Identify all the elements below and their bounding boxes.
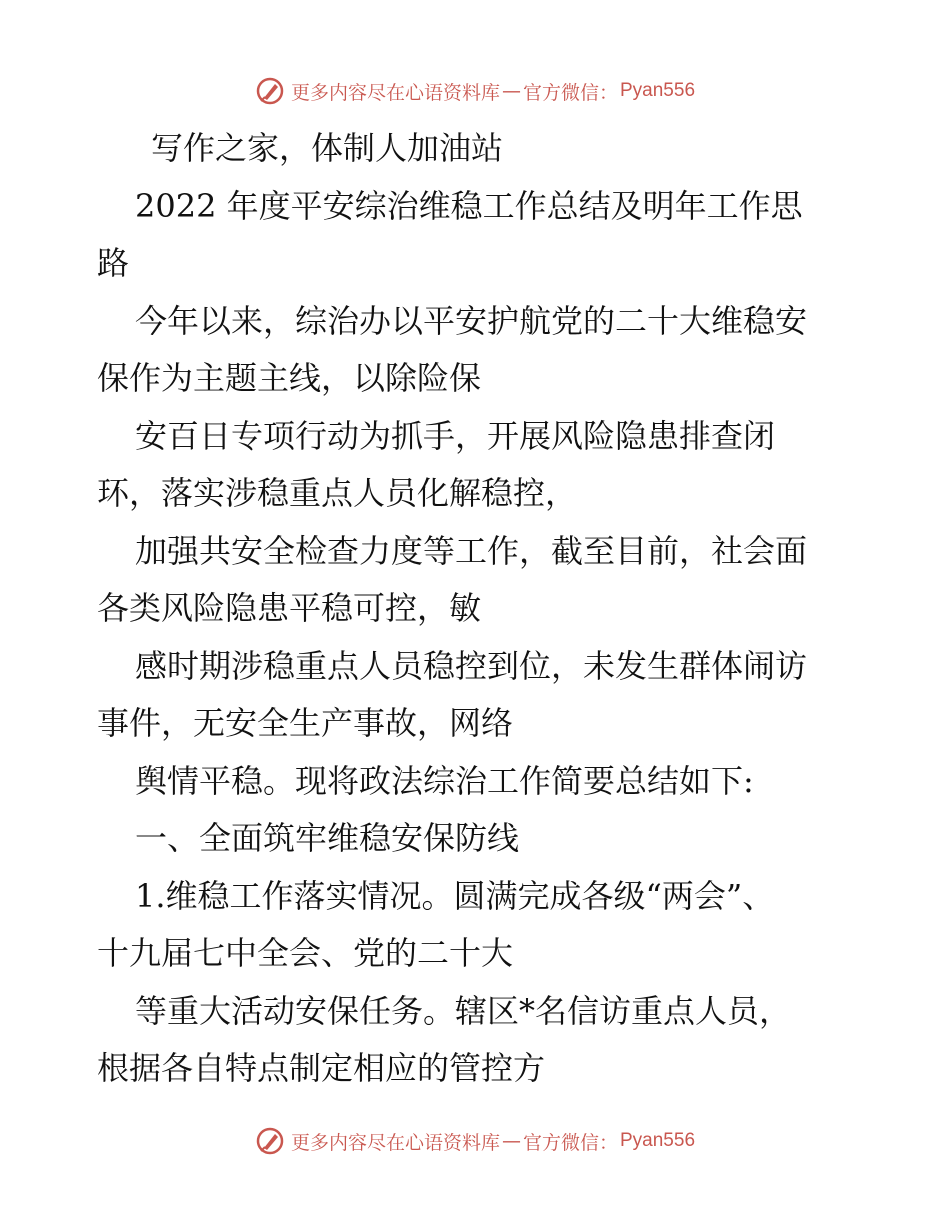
document-title-continued: 路 <box>97 244 130 282</box>
watermark-wechat-id: Pyan556 <box>620 80 696 101</box>
paragraph-line: 各类风险隐患平稳可控，敏 <box>97 589 482 627</box>
paragraph-line: 加强共安全检查力度等工作，截至目前，社会面 <box>135 531 808 570</box>
paragraph-line: 安百日专项行动为抓手，开展风险隐患排查闭 <box>135 416 776 455</box>
watermark-suffix: 官方微信： <box>522 1131 618 1154</box>
watermark-separator: — <box>501 1130 521 1152</box>
watermark-wechat-id: Pyan556 <box>620 1130 696 1151</box>
document-title: 2022 年度平安综治维稳工作总结及明年工作思 <box>135 186 803 225</box>
watermark-text: 更多内容尽在心语资料库 <box>290 1131 500 1154</box>
header-watermark <box>0 71 950 111</box>
paragraph-line: 环，落实涉稳重点人员化解稳控， <box>97 474 578 512</box>
paragraph-line: 保作为主题主线，以除险保 <box>97 359 482 397</box>
paragraph-line: 感时期涉稳重点人员稳控到位，未发生群体闹访 <box>135 646 808 685</box>
paragraph-line: 1.维稳工作落实情况。圆满完成各级“两会”、 <box>135 876 775 915</box>
watermark-separator: — <box>501 80 521 102</box>
feather-pen-seal-icon <box>255 76 285 106</box>
paragraph-line: 事件，无安全生产事故，网络 <box>97 704 514 742</box>
footer-watermark <box>0 1121 950 1161</box>
paragraph-line: 十九届七中全会、党的二十大 <box>97 934 514 972</box>
section-heading: 一、全面筑牢维稳安保防线 <box>135 819 520 857</box>
site-slogan: 写作之家，体制人加油站 <box>151 129 504 167</box>
paragraph-line: 舆情平稳。现将政法综治工作简要总结如下: <box>135 761 754 800</box>
paragraph-line: 根据各自特点制定相应的管控方 <box>97 1049 546 1087</box>
document-body <box>97 120 857 1098</box>
paragraph-line: 今年以来，综治办以平安护航党的二十大维稳安 <box>135 301 808 340</box>
watermark-text: 更多内容尽在心语资料库 <box>290 81 500 104</box>
watermark-suffix: 官方微信： <box>522 81 618 104</box>
paragraph-line: 等重大活动安保任务。辖区*名信访重点人员， <box>135 991 792 1030</box>
feather-pen-seal-icon <box>255 1126 285 1156</box>
